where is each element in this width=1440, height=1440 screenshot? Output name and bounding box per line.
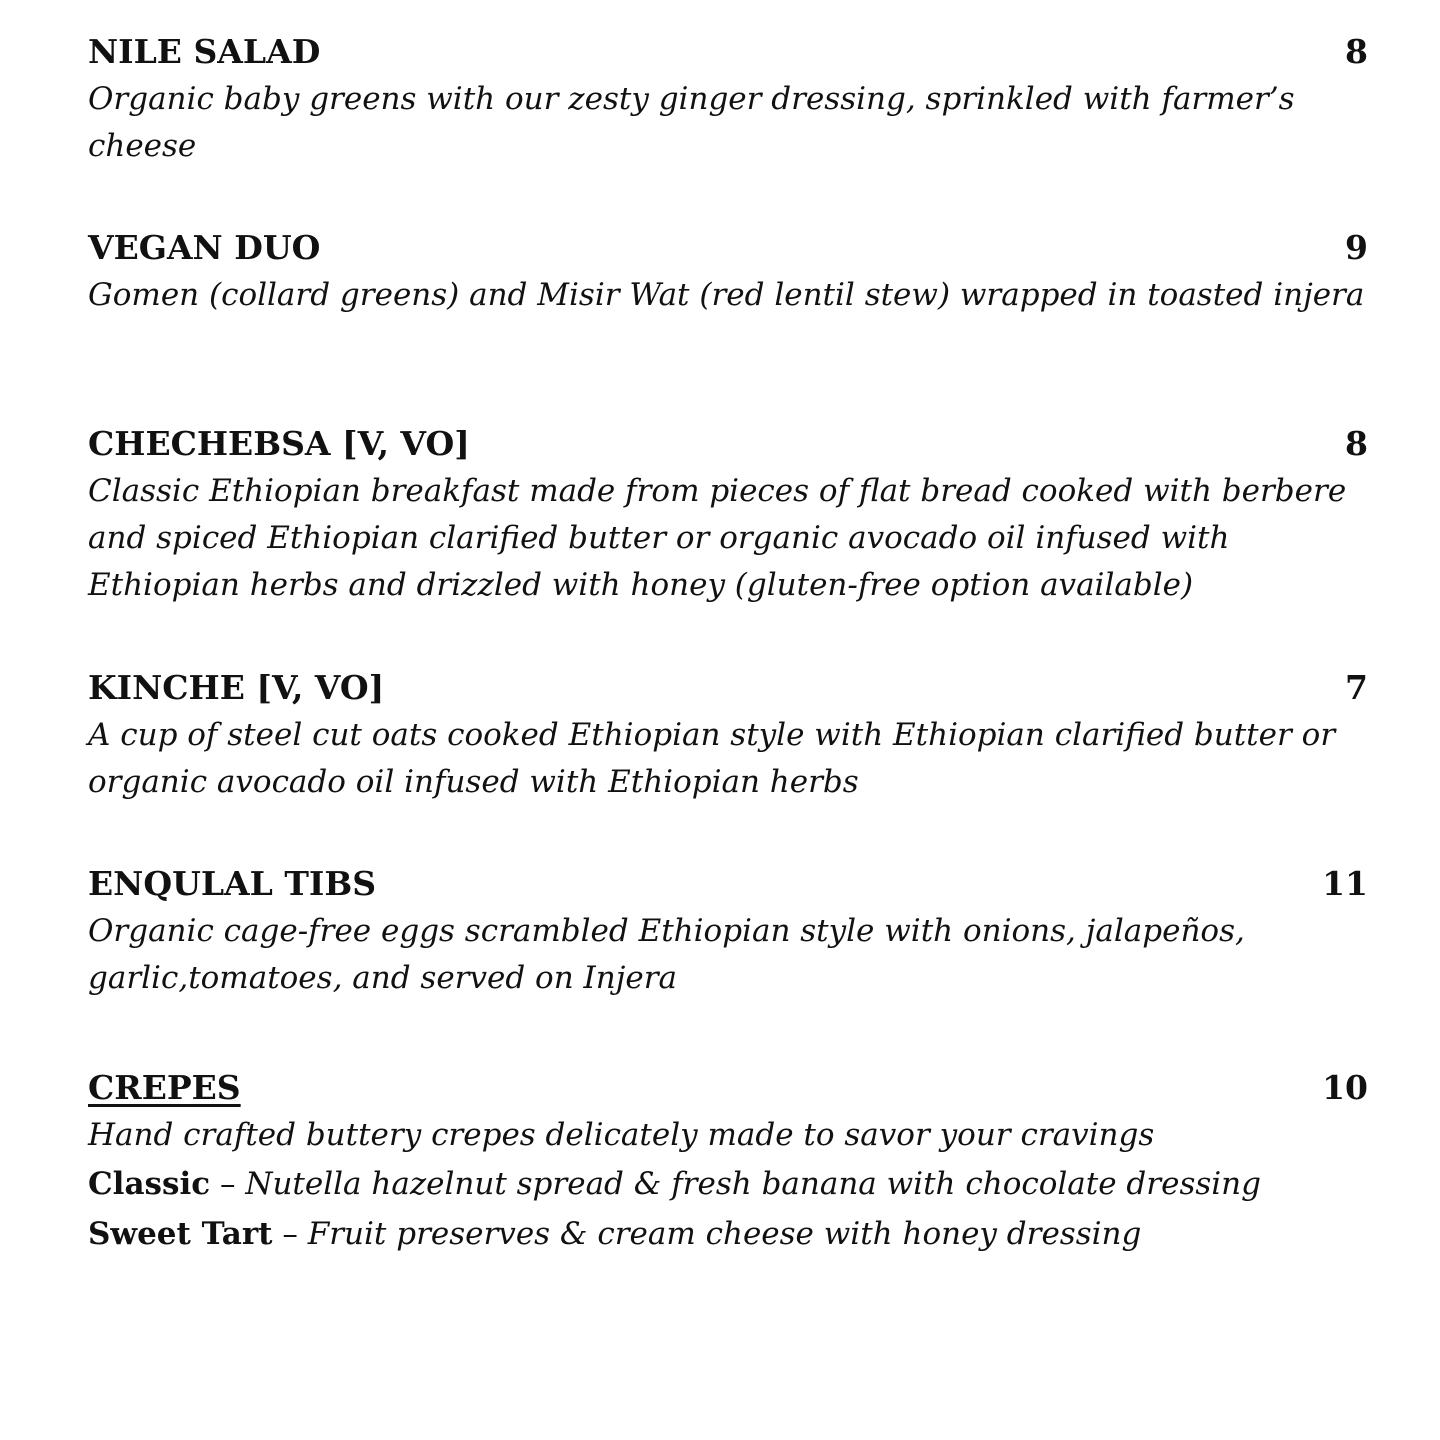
variant-separator: –	[210, 1166, 246, 1202]
item-price: 7	[1345, 668, 1368, 707]
item-description: Organic baby greens with our zesty ginger dressing, sprinkled with farmer’s cheese	[88, 81, 1295, 164]
item-name: ENQULAL TIBS	[88, 864, 377, 903]
item-description: Organic cage-free eggs scrambled Ethiopian style with onions, jalapeños, garlic,tomatoes, and served on Injera	[88, 913, 1245, 996]
item-name: CREPES	[88, 1068, 241, 1107]
menu-item-crepes	[88, 1064, 1368, 1259]
item-name: CHECHEBSA [V, VO]	[88, 424, 470, 463]
variant-separator: –	[272, 1216, 308, 1252]
item-price: 8	[1345, 32, 1368, 71]
menu-item-header	[88, 664, 1368, 712]
menu-item-chechebsa	[88, 420, 1368, 609]
item-name: VEGAN DUO	[88, 228, 321, 267]
item-price: 9	[1345, 228, 1368, 267]
item-name: NILE SALAD	[88, 32, 321, 71]
item-price: 10	[1322, 1068, 1368, 1107]
item-description: Classic Ethiopian breakfast made from pieces of flat bread cooked with berbere and spiced Ethiopian clarified butter or organic avocado oil infused with Ethiopian herbs and drizzled with honey (gluten-free option available)	[88, 473, 1347, 603]
item-price: 8	[1345, 424, 1368, 463]
menu-item-kinche	[88, 664, 1368, 806]
variant-description: Nutella hazelnut spread & fresh banana with chocolate dressing	[245, 1166, 1261, 1202]
menu-item-nile-salad	[88, 28, 1368, 170]
menu-item-header	[88, 860, 1368, 908]
menu-item-header	[88, 1064, 1368, 1112]
variant-description: Fruit preserves & cream cheese with honey dressing	[307, 1216, 1142, 1252]
item-description: A cup of steel cut oats cooked Ethiopian style with Ethiopian clarified butter or organic avocado oil infused with Ethiopian herbs	[88, 717, 1336, 800]
menu-item-header	[88, 420, 1368, 468]
menu-item-header	[88, 28, 1368, 76]
variant-name: Classic	[88, 1166, 211, 1202]
crepe-variant-classic	[88, 1159, 1368, 1209]
item-name: KINCHE [V, VO]	[88, 668, 385, 707]
crepe-variant-sweet-tart	[88, 1209, 1368, 1259]
menu-item-enqulal-tibs	[88, 860, 1368, 1002]
item-description: Hand crafted buttery crepes delicately made to savor your cravings	[88, 1117, 1155, 1153]
variant-name: Sweet Tart	[88, 1216, 273, 1252]
menu-item-header	[88, 224, 1368, 272]
item-description: Gomen (collard greens) and Misir Wat (red lentil stew) wrapped in toasted injera	[88, 277, 1365, 313]
menu-item-vegan-duo	[88, 224, 1368, 319]
item-price: 11	[1322, 864, 1368, 903]
